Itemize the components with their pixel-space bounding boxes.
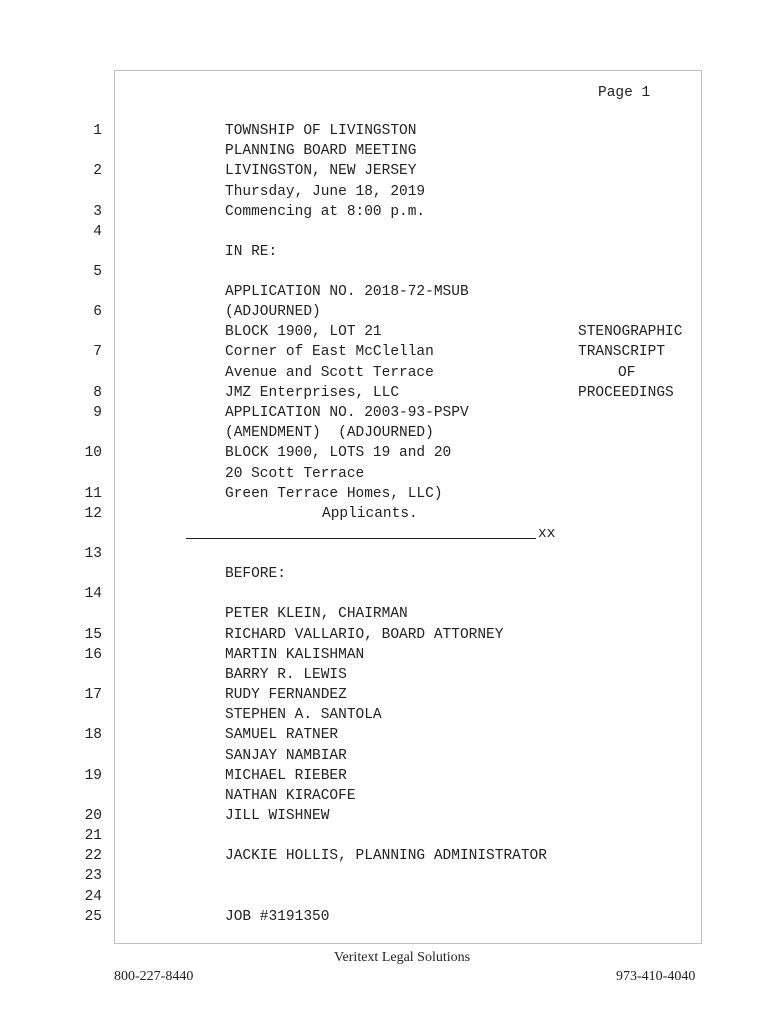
application-2-number: APPLICATION NO. 2003-93-PSPV [225, 405, 469, 421]
application-2-block: BLOCK 1900, LOTS 19 and 20 [225, 445, 452, 461]
board-member: MICHAEL RIEBER [225, 768, 347, 784]
line-number: 2 [93, 163, 102, 179]
board-member: SANJAY NAMBIAR [225, 748, 347, 764]
board-member: NATHAN KIRACOFE [225, 788, 356, 804]
line-number: 25 [84, 909, 102, 925]
meeting-line: PLANNING BOARD MEETING [225, 143, 417, 159]
line-number: 3 [93, 204, 102, 220]
township-line: TOWNSHIP OF LIVINGSTON [225, 123, 417, 139]
application-2-status: (AMENDMENT) (ADJOURNED) [225, 425, 434, 441]
side-title-line-2: TRANSCRIPT [578, 344, 666, 360]
in-re-heading: IN RE: [225, 244, 278, 260]
footer-phone-left: 800-227-8440 [114, 969, 194, 984]
date-line: Thursday, June 18, 2019 [225, 184, 426, 200]
line-number: 9 [93, 405, 102, 421]
line-number: 14 [84, 586, 102, 602]
line-number: 19 [84, 768, 102, 784]
side-title-line-3: OF [618, 365, 636, 381]
board-member: RICHARD VALLARIO, BOARD ATTORNEY [225, 627, 504, 643]
board-member: JILL WISHNEW [225, 808, 330, 824]
line-number: 16 [84, 647, 102, 663]
line-number: 5 [93, 264, 102, 280]
line-number: 24 [84, 889, 102, 905]
job-number: JOB #3191350 [225, 909, 330, 925]
side-title-line-4: PROCEEDINGS [578, 385, 674, 401]
board-member: RUDY FERNANDEZ [225, 687, 347, 703]
application-2-applicant: Green Terrace Homes, LLC) [225, 486, 443, 502]
planning-administrator: JACKIE HOLLIS, PLANNING ADMINISTRATOR [225, 848, 547, 864]
board-member: SAMUEL RATNER [225, 727, 339, 743]
side-title-line-1: STENOGRAPHIC [578, 324, 683, 340]
application-1-address-line-2: Avenue and Scott Terrace [225, 365, 434, 381]
applicants-label: Applicants. [322, 506, 418, 522]
line-number: 17 [84, 687, 102, 703]
footer-company: Veritext Legal Solutions [334, 950, 471, 965]
line-number: 4 [93, 224, 102, 240]
line-number: 22 [84, 848, 102, 864]
application-2-address: 20 Scott Terrace [225, 466, 365, 482]
line-number: 20 [84, 808, 102, 824]
commencing-line: Commencing at 8:00 p.m. [225, 204, 426, 220]
line-number: 10 [84, 445, 102, 461]
board-member: STEPHEN A. SANTOLA [225, 707, 382, 723]
before-heading: BEFORE: [225, 566, 286, 582]
application-1-number: APPLICATION NO. 2018-72-MSUB [225, 284, 469, 300]
location-line: LIVINGSTON, NEW JERSEY [225, 163, 417, 179]
application-1-address-line-1: Corner of East McClellan [225, 344, 434, 360]
board-member: MARTIN KALISHMAN [225, 647, 365, 663]
line-number: 18 [84, 727, 102, 743]
caption-rule-end: xx [538, 526, 556, 542]
line-number: 13 [84, 546, 102, 562]
application-1-applicant: JMZ Enterprises, LLC [225, 385, 400, 401]
application-1-status: (ADJOURNED) [225, 304, 321, 320]
caption-rule [186, 538, 536, 539]
line-number: 8 [93, 385, 102, 401]
line-number: 15 [84, 627, 102, 643]
line-number: 1 [93, 123, 102, 139]
line-number: 11 [84, 486, 102, 502]
page-label: Page 1 [598, 85, 651, 101]
line-number: 6 [93, 304, 102, 320]
footer-phone-right: 973-410-4040 [616, 969, 696, 984]
application-1-block: BLOCK 1900, LOT 21 [225, 324, 382, 340]
line-number: 21 [84, 828, 102, 844]
board-member: PETER KLEIN, CHAIRMAN [225, 606, 408, 622]
line-number: 23 [84, 868, 102, 884]
board-member: BARRY R. LEWIS [225, 667, 347, 683]
line-number: 7 [93, 344, 102, 360]
line-number: 12 [84, 506, 102, 522]
